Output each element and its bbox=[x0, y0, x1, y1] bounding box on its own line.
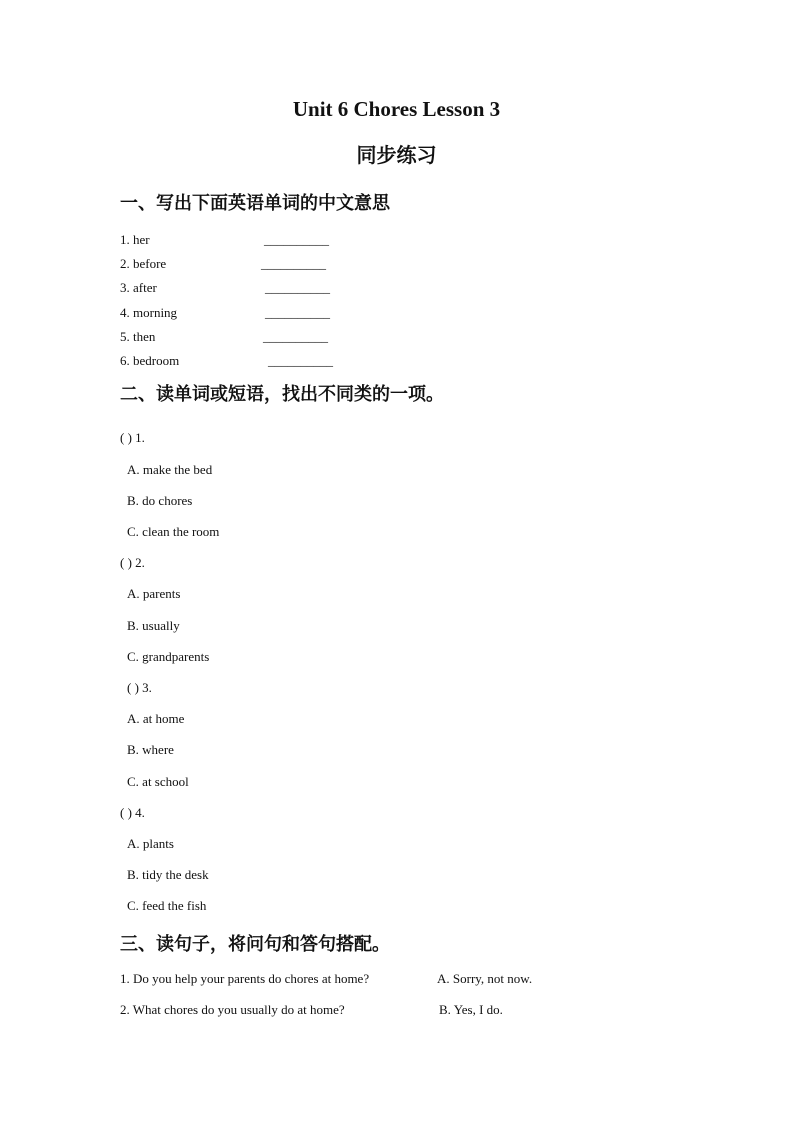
vocab-blank-6[interactable]: __________ bbox=[268, 353, 333, 368]
section-1-heading: 一、写出下面英语单词的中文意思 bbox=[120, 193, 390, 214]
question-2-option-b: B. usually bbox=[127, 618, 180, 633]
vocab-blank-4[interactable]: __________ bbox=[265, 305, 330, 320]
vocab-item-5: 5. then bbox=[120, 329, 156, 344]
question-4-stem: ( ) 4. bbox=[120, 805, 145, 820]
question-3-option-c: C. at school bbox=[127, 774, 189, 789]
question-3-option-a: A. at home bbox=[127, 711, 185, 726]
vocab-item-3: 3. after bbox=[120, 280, 157, 295]
page-subtitle: 同步练习 bbox=[356, 143, 437, 167]
match-question-1: 1. Do you help your parents do chores at home? bbox=[120, 971, 370, 986]
vocab-blank-3[interactable]: __________ bbox=[265, 280, 330, 295]
match-question-2: 2. What chores do you usually do at home? bbox=[120, 1002, 345, 1017]
match-answer-a: A. Sorry, not now. bbox=[437, 971, 533, 986]
question-3-option-b: B. where bbox=[127, 742, 174, 757]
vocab-item-2: 2. before bbox=[120, 256, 167, 271]
question-2-option-c: C. grandparents bbox=[127, 649, 210, 664]
question-1-stem: ( ) 1. bbox=[120, 430, 145, 445]
vocab-blank-1[interactable]: __________ bbox=[264, 232, 329, 247]
question-4-option-a: A. plants bbox=[127, 836, 174, 851]
page-title: Unit 6 Chores Lesson 3 bbox=[292, 97, 501, 121]
vocab-item-1: 1. her bbox=[120, 232, 150, 247]
question-1-option-b: B. do chores bbox=[127, 493, 193, 508]
vocab-item-4: 4. morning bbox=[120, 305, 178, 320]
match-answer-b: B. Yes, I do. bbox=[439, 1002, 503, 1017]
question-2-option-a: A. parents bbox=[127, 586, 181, 601]
vocab-blank-5[interactable]: __________ bbox=[263, 329, 328, 344]
vocab-blank-2[interactable]: __________ bbox=[261, 256, 326, 271]
question-3-stem: ( ) 3. bbox=[127, 680, 152, 695]
question-1-option-a: A. make the bed bbox=[127, 462, 213, 477]
vocab-item-6: 6. bedroom bbox=[120, 353, 180, 368]
question-4-option-c: C. feed the fish bbox=[127, 898, 207, 913]
section-2-heading: 二、读单词或短语，找出不同类的一项。 bbox=[120, 384, 444, 405]
question-2-stem: ( ) 2. bbox=[120, 555, 145, 570]
question-1-option-c: C. clean the room bbox=[127, 524, 220, 539]
section-3-heading: 三、读句子，将问句和答句搭配。 bbox=[120, 934, 390, 955]
question-4-option-b: B. tidy the desk bbox=[127, 867, 209, 882]
